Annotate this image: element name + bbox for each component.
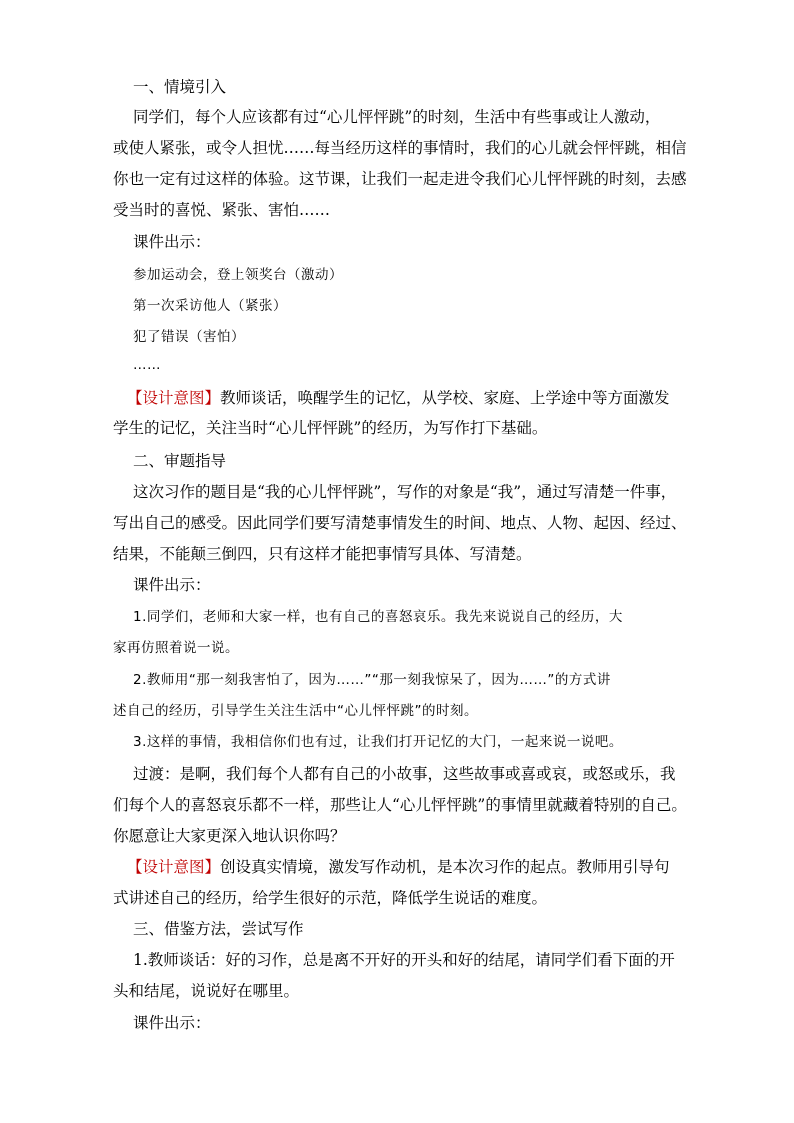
section1-para-line-3: 你也一定有过这样的体验。这节课，让我们一起走进令我们心儿怦怦跳的时刻，去感 <box>113 170 687 188</box>
design-intent-text: 创设真实情境，激发写作动机，是本次习作的起点。教师用引导句 <box>220 858 670 876</box>
section1-para-line-1: 同学们，每个人应该都有过“心儿怦怦跳”的时刻，生活中有些事或让人激动， <box>133 108 661 126</box>
section1-para-line-4: 受当时的喜悦、紧张、害怕…… <box>113 201 331 219</box>
section2-design-line-1 <box>127 857 670 877</box>
section1-courseware-label: 课件出示： <box>133 233 211 251</box>
section2-item2-line-1: 2.教师用“那一刻我害怕了，因为……”“那一刻我惊呆了，因为……”的方式讲 <box>133 672 611 688</box>
section2-transition-line-3: 你愿意让大家更深入地认识你吗？ <box>113 827 346 845</box>
section1-para-line-2: 或使人紧张，或令人担忧……每当经历这样的事情时，我们的心儿就会怦怦跳，相信 <box>113 139 687 157</box>
section2-para-line-2: 写出自己的感受。因此同学们要写清楚事情发生的时间、地点、人物、起因、经过、 <box>113 514 687 532</box>
section2-item1-line-1: 1.同学们，老师和大家一样，也有自己的喜怒哀乐。我先来说说自己的经历，大 <box>133 609 623 625</box>
section1-design-line-1 <box>127 388 670 408</box>
section3-courseware-label: 课件出示： <box>133 1014 211 1032</box>
section2-courseware-label: 课件出示： <box>133 576 211 594</box>
section3-item1-line-1: 1.教师谈话：好的习作，总是离不开好的开头和好的结尾，请同学们看下面的开 <box>133 951 675 969</box>
section1-example-1: 参加运动会，登上领奖台（激动） <box>133 267 343 283</box>
section1-example-2: 第一次采访他人（紧张） <box>133 298 287 314</box>
design-intent-text: 教师谈话，唤醒学生的记忆，从学校、家庭、上学途中等方面激发 <box>220 389 670 407</box>
section1-example-3: 犯了错误（害怕） <box>133 329 245 345</box>
section2-transition-line-2: 们每个人的喜怒哀乐都不一样，那些让人“心儿怦怦跳”的事情里就藏着特别的自己。 <box>113 796 687 814</box>
section1-heading: 一、情境引入 <box>133 78 227 96</box>
section3-item1-line-2: 头和结尾，说说好在哪里。 <box>113 982 300 1000</box>
section2-item2-line-2: 述自己的经历，引导学生关注生活中“心儿怦怦跳”的时刻。 <box>113 703 478 719</box>
section2-item3: 3.这样的事情，我相信你们也有过，让我们打开记忆的大门，一起来说一说吧。 <box>133 734 623 750</box>
section2-design-line-2: 式讲述自己的经历，给学生很好的示范，降低学生说话的难度。 <box>113 889 548 907</box>
section2-para-line-1: 这次习作的题目是“我的心儿怦怦跳”，写作的对象是“我”，通过写清楚一件事， <box>133 483 677 501</box>
section1-example-4: …… <box>133 357 161 373</box>
section2-item1-line-2: 家再仿照着说一说。 <box>113 640 239 656</box>
design-intent-tag: 【设计意图】 <box>127 389 221 407</box>
section3-heading: 三、借鉴方法，尝试写作 <box>133 920 304 938</box>
section2-heading: 二、审题指导 <box>133 452 227 470</box>
section2-transition-line-1: 过渡：是啊，我们每个人都有自己的小故事，这些故事或喜或哀，或怒或乐，我 <box>133 765 676 783</box>
section2-para-line-3: 结果，不能颠三倒四，只有这样才能把事情写具体、写清楚。 <box>113 545 532 563</box>
design-intent-tag: 【设计意图】 <box>127 858 221 876</box>
section1-design-line-2: 学生的记忆，关注当时“心儿怦怦跳”的经历，为写作打下基础。 <box>113 419 548 437</box>
